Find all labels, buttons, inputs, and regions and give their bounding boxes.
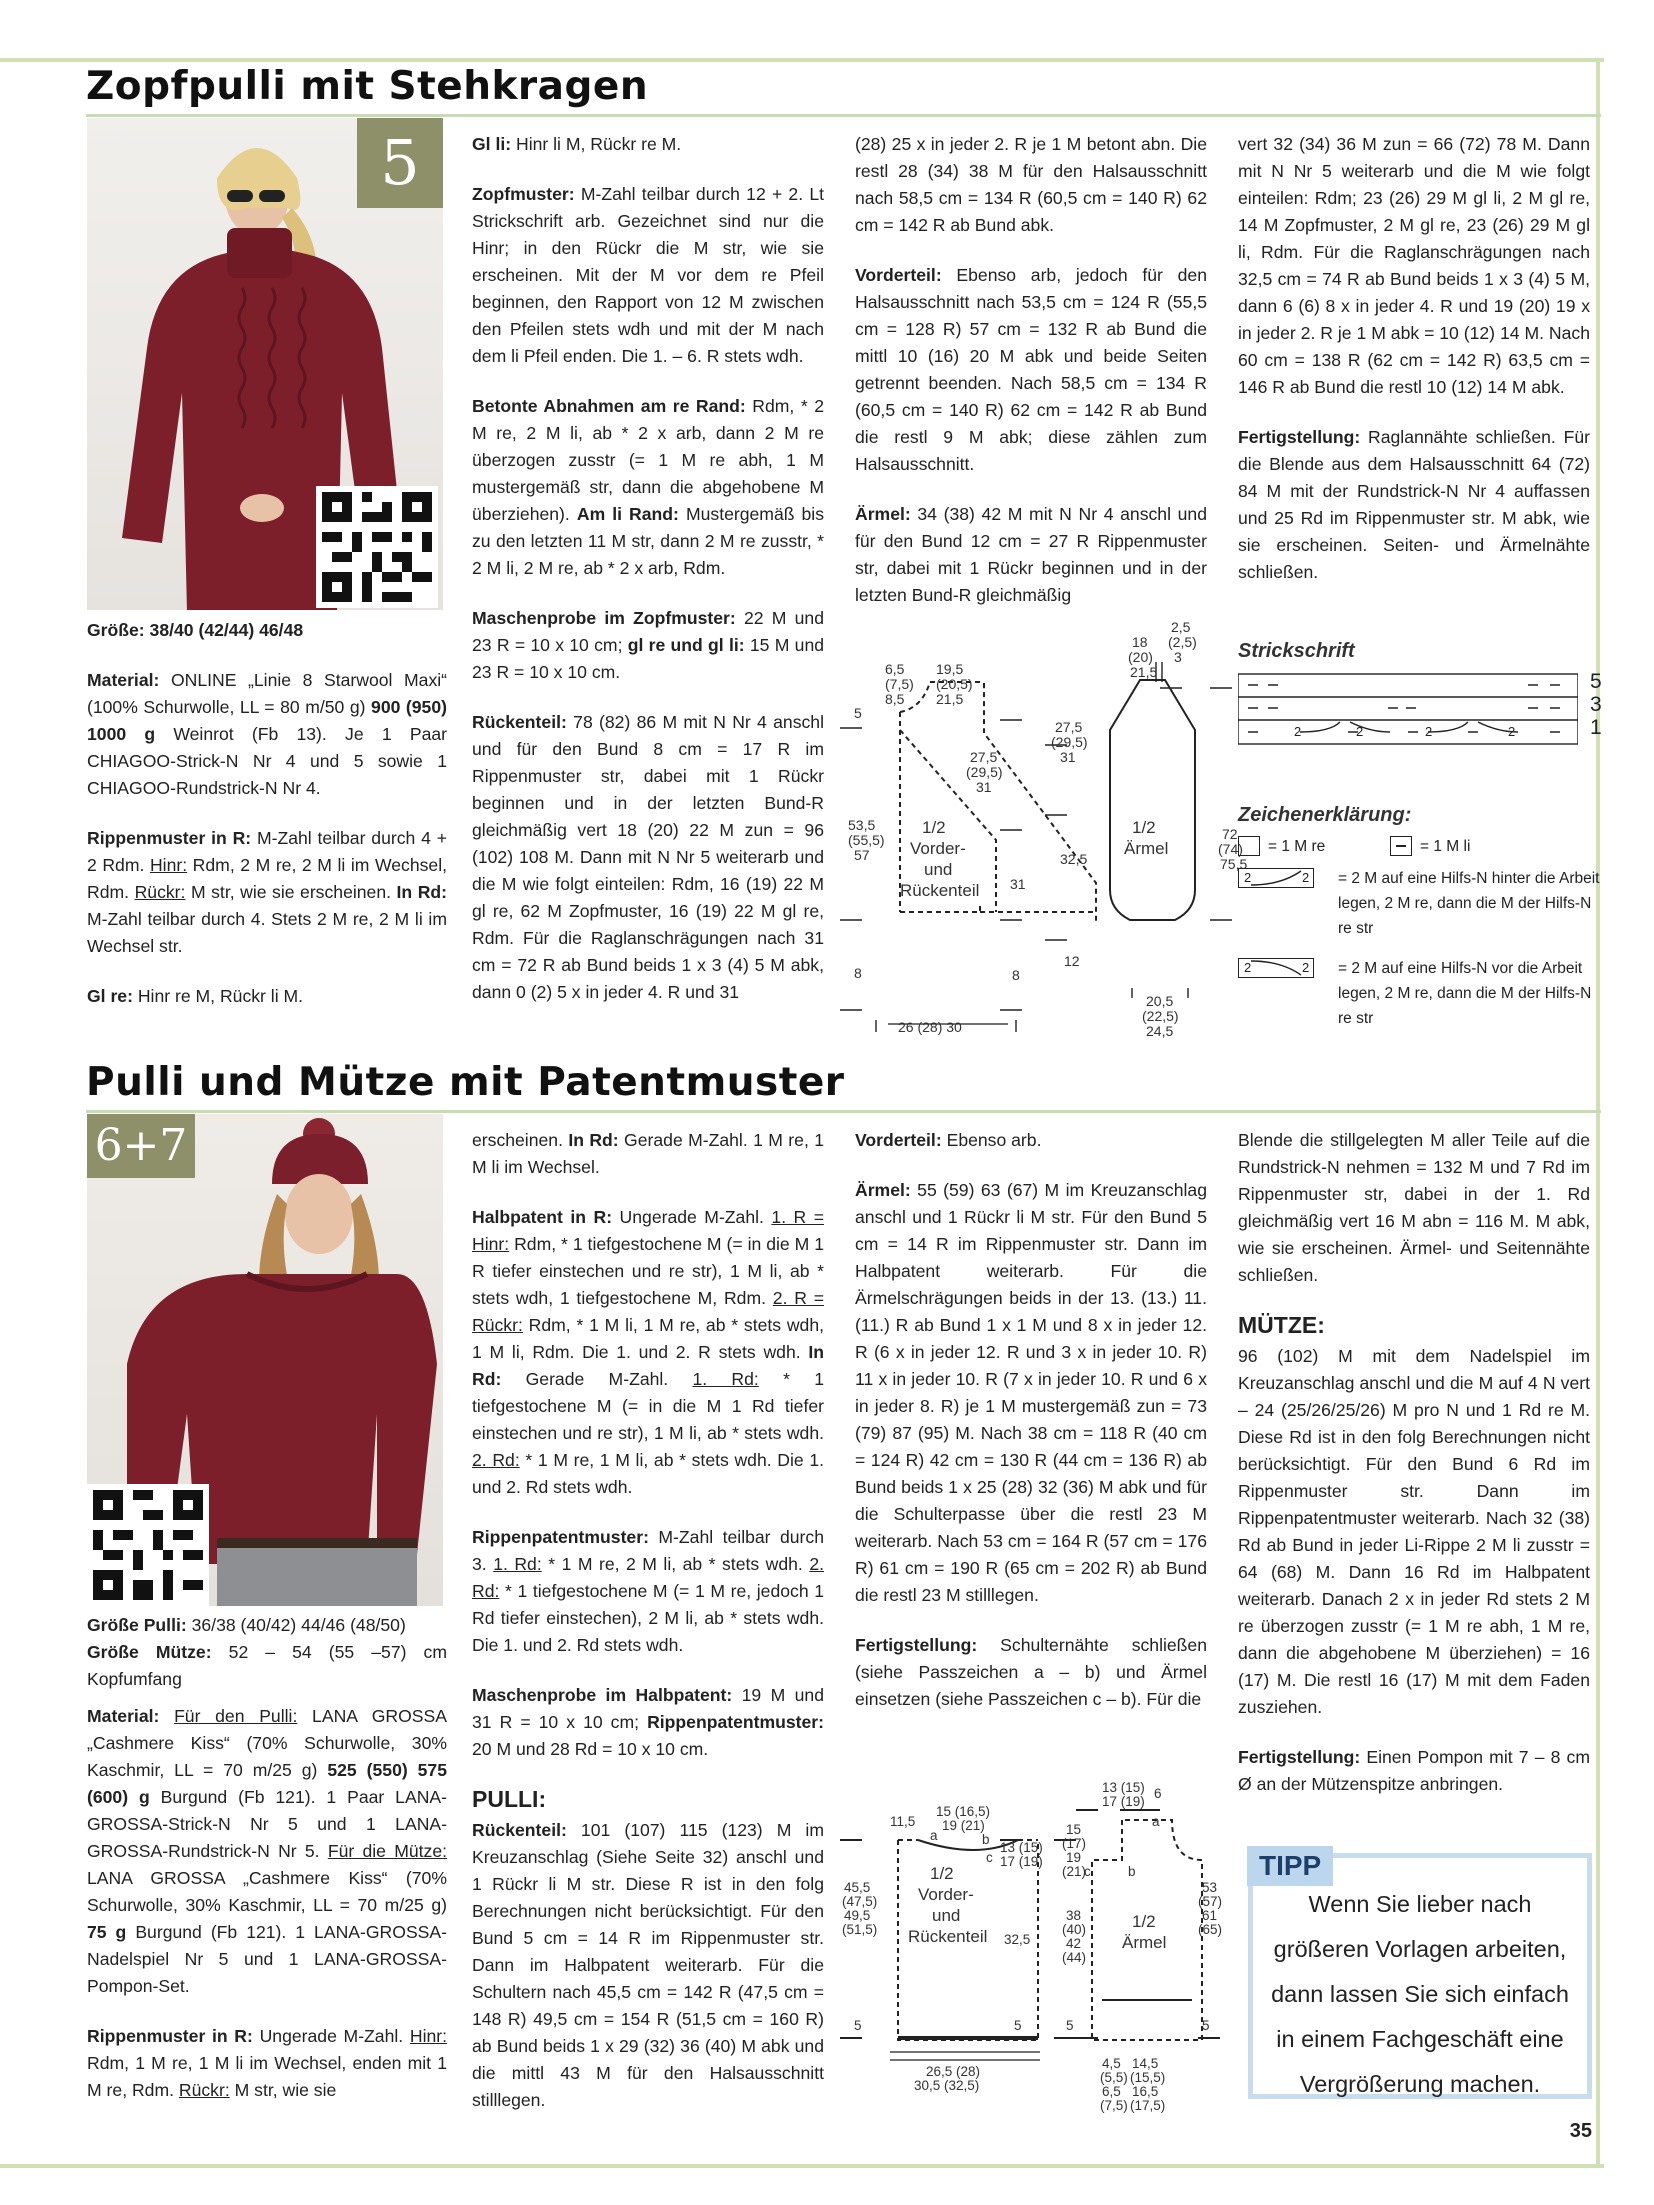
col-1-2: Gl li: Hinr li M, Rückr re M. Zopfmuster: M-Zahl teilbar durch 12 + 2. Lt Strickschrift arb. Gezeichnet sind nur die Hinr; in den Rückr die M str, wie sie erscheinen. Mit der M vor dem re Pfeil beginnen, den Rapport von 12 M zwischen den Pfeilen stets wdh und mit der M nach dem li Pfeil enden. Die 1. – 6. R stets wdh. Betonte Abnahmen am re Rand: Rdm, * 2 M re, 2 M li, ab * 2 x arb, dann 2 M re überzogen zusstr (= 1 M re abh, 1 M mustergemäß str, dann die abgehobene M überziehen). Am li Rand: Mustergemäß bis zu den letzten 11 M str, dann 2 M re zusstr, * 2 M li, 2 M re, ab * 2 x arb, Rdm. Maschenprobe im Zopfmuster: 22 M und 23 R = 10 x 10 cm; gl re und gl li: 15 M und 23 R = 10 x 10 cm. Rückenteil: 78 (82) 86 M mit N Nr 4 anschl und für den Bund 8 cm = 17 R im Rippenmuster str, dabei mit 1 Rückr beginnen und in der letzten Bund-R gleichmäßig vert 18 (20) 22 M zun = 96 (102) 108 M. Dann mit N Nr 5 weiterarb und die M wie folgt einteilen: Rdm, 16 (19) 22 M gl re, 62 M Zopfmuster, 16 (19) 22 M gl re, Rdm. Für die Raglanschrägungen nach 31 cm = 72 R ab Bund beids 1 x 3 (4) 5 M abk, dann 0 (2) 5 x in jeder 4. R und 31 bbox=[472, 134, 825, 1002]
strickschrift-chart: 2 2 2 2 bbox=[1238, 668, 1578, 753]
col-1-1: Größe: 38/40 (42/44) 46/48 Material: ONLINE „Linie 8 Starwool Maxi“ (100% Schurwolle, LL = 80 m/50 g) 900 (950) 1000 g Weinrot (Fb 13). Je 1 Paar CHIAGOO-Strick-N Nr 4 und 5 sowie 1 CHIAGOO-Rundstrick-N Nr 4. Rippenmuster in R: M-Zahl teilbar durch 4 + 2 Rdm. Hinr: Rdm, 2 M re, 2 M li im Wechsel, Rdm. Rückr: M str, wie sie erscheinen. In Rd: M-Zahl teilbar durch 4. Stets 2 M re, 2 M li im Wechsel str. Gl re: Hinr re M, Rückr li M. bbox=[87, 620, 448, 1006]
col-2-4: Blende die stillgelegten M aller Teile auf die Rundstrick-N nehmen = 132 M und 7 Rd im Rippenmuster str, dabei in der 1. Rd gleichmäßig vert 16 M abn = 116 M. M abk, wie sie erscheinen. Ärmel- und Seitennähte schließen. MÜTZE: 96 (102) M mit dem Nadelspiel im Kreuzanschlag anschl und die M auf 4 N vert – 24 (25/26/25/26) M pro N und 1 Rd re M. Diese Rd ist in den folg Berechnungen nicht berücksichtigt. Für den Bund 6 Rd im Rippenmuster str. Dann im Rippenpatentmuster weiterarb. Nach 32 (38) Rd ab Bund in jeder Li-Rippe 2 M li zusstr = 64 (68) M. Dann 16 Rd im Halbpatent weiterarb. Danach 2 x in jeder Rd stets 2 M re überzogen zusstr (= 1 M re abh, 1 M re, dann die abgehobene M überziehen) = 16 (17) M. Die restl 16 (17) M mit dem Faden zusziehen. Fertigstellung: Einen Pompon mit 7 – 8 cm Ø an der Mützenspitze anbringen. bbox=[1238, 1130, 1591, 1794]
qr-code-2[interactable] bbox=[87, 1484, 209, 1606]
schematic-diagram-2: 11,5 15 (16,5) 19 (21) a b c 13 (15) 17 (19) 45,5 (47,5) 49,5 (51,5) 1/2 Vorder- und Rückenteil 32,5 5 5 26,5 (28) 30,5 (32,5) 13 (15) 17 (19) 6 15 (17) 19 (21) a c b 38 (40) 42 (44) 1/2 Ärmel 53 (57) 61 (65) 5 5 4,5 (5,5) 6,5 (7,5) 14,5 (15,5) 16,5 (17,5) bbox=[842, 1780, 1223, 2113]
page-number: 35 bbox=[1569, 2120, 1592, 2142]
tip-text: Wenn Sie lieber nach größeren Vorlagen arbeiten, dann lassen Sie sich einfach in einem Fachgeschäft eine Vergrößerung machen. bbox=[1271, 1891, 1569, 2097]
legend-heading: Zeichenerklärung: bbox=[1238, 804, 1412, 826]
schematic-diagram-1: 6,5 (7,5) 8,5 19,5 (20,5) 21,5 5 53,5 (55,5) 57 8 27,5 (29,5) 31 31 8 26 (28) 30 1/2 Vorder- und Rückenteil 2,5 (2,5) 3 18 (20) 21,5 27,5 (29,5) 31 32,5 12 20,5 (22,5) 24,5 72 (74) 75,5 1/2 Ärmel bbox=[840, 620, 1250, 1040]
section-title-2: Pulli und Mütze mit Patentmuster bbox=[86, 1060, 845, 1105]
col-2-1: Größe Pulli: 36/38 (40/42) 44/46 (48/50) Größe Mütze: 52 – 54 (55 –57) cm Kopfumfang Material: Für den Pulli: LANA GROSSA „Cashmere Kiss“ (70% Schurwolle, 30% Kaschmir, LL = 70 m/25 g) 525 (550) 575 (600) g Burgund (Fb 121). 1 Paar LANA-GROSSA-Strick-N Nr 5 und 1 LANA-GROSSA-Rundstrick-N Nr 5. Für die Mütze: LANA GROSSA „Cashmere Kiss“ (70% Schurwolle, 30% Kaschmir, LL = 70 m/25 g) 75 g Burgund (Fb 121). 1 LANA-GROSSA-Nadelspiel Nr 5 und 1 LANA-GROSSA-Pompon-Set. Rippenmuster in R: Ungerade M-Zahl. Hinr: Rdm, 1 M re, 1 M li im Wechsel, enden mit 1 M re, Rdm. Rückr: M str, wie sie bbox=[87, 1615, 448, 2100]
tip-label: TIPP bbox=[1247, 1846, 1333, 1886]
col-1-3: (28) 25 x in jeder 2. R je 1 M betont abn. Die restl 28 (34) 38 M für den Halsausschnitt nach 58,5 cm = 134 R (60,5 cm = 140 R) 62 cm = 142 R ab Bund abk. Vorderteil: Ebenso arb, jedoch für den Halsausschnitt nach 53,5 cm = 124 R (55,5 cm = 128 R) 57 cm = 132 R ab Bund die mittl 10 (16) 20 M abk und beide Seiten getrennt beenden. Nach 58,5 cm = 134 R (60,5 cm = 140 R) 62 cm = 142 R ab Bund die restl 9 M abk; diese zählen zum Halsausschnitt. Ärmel: 34 (38) 42 M mit N Nr 4 anschl und für den Bund 12 cm = 27 R Rippenmuster str, dabei mit 1 Rückr beginnen und in der letzten Bund-R gleichmäßig bbox=[855, 134, 1208, 605]
section-title-1: Zopfpulli mit Stehkragen bbox=[86, 64, 649, 109]
tip-box bbox=[1248, 1850, 1592, 2099]
col-1-4: vert 32 (34) 36 M zun = 66 (72) 78 M. Dann mit N Nr 5 weiterarb und die M wie folgt einteilen: Rdm; 23 (26) 29 M gl li, 2 M gl re, 14 M Zopfmuster, 2 M gl re, 23 (26) 29 M gl li, Rdm. Für die Raglanschrägungen nach 32,5 cm = 74 R ab Bund beids 1 x 3 (4) 5 M, dann 6 (6) 8 x in jeder 4. R und 19 (20) 19 x in jeder 2. R je 1 M abk = 10 (12) 14 M. Nach 60 cm = 138 R (62 cm = 142 R) 63,5 cm = 146 R ab Bund die restl 10 (12) 14 M abk. Fertigstellung: Raglannähte schließen. Für die Blende aus dem Halsausschnitt 64 (72) 84 M mit der Rundstrick-N Nr 4 auffassen und 25 Rd im Rippenmuster str. M abk, wie sie erscheinen. Seiten- und Ärmelnähte schließen. bbox=[1238, 134, 1591, 582]
pattern-number-badge-2: 6+7 bbox=[87, 1114, 195, 1178]
title-rule-2 bbox=[86, 1110, 1601, 1113]
col-2-2: erscheinen. In Rd: Gerade M-Zahl. 1 M re, 1 M li im Wechsel. Halbpatent in R: Ungerade M-Zahl. 1. R = Hinr: Rdm, * 1 tiefgestochene M (= in die M 1 R tiefer einstechen und re str), 1 M li, ab * stets wdh, 1 tiefgestochene M, Rdm. 2. R = Rückr: Rdm, * 1 M li, 1 M re, ab * stets wdh, 1 M li, Rdm. Die 1. und 2. R stets wdh. In Rd: Gerade M-Zahl. 1. Rd: * 1 tiefgestochene M (= in die M 1 Rd tiefer einstechen und re str), 1 M li, ab * stets wdh. 2. Rd: * 1 M re, 1 M li, ab * stets wdh. Die 1. und 2. Rd stets wdh. Rippenpatentmuster: M-Zahl teilbar durch 3. 1. Rd: * 1 M re, 2 M li, ab * stets wdh. 2. Rd: * 1 tiefgestochene M (= 1 M re, jedoch 1 Rd tiefer einstechen), 2 M li, ab * stets wdh. Die 1. und 2. Rd stets wdh. Maschenprobe im Halbpatent: 19 M und 31 R = 10 x 10 cm; Rippenpatentmuster: 20 M und 28 Rd = 10 x 10 cm. PULLI: Rückenteil: 101 (107) 115 (123) M im Kreuzanschlag (Siehe Seite 32) anschl und 1 Rückr li M str. Diese R ist in den folg Berechnungen nicht berücksichtigt. Für den Bund 5 cm = 14 R im Rippenmuster str. Dann im Halbpatent weiterarb. Für die Schultern nach 45,5 cm = 142 R (47,5 cm = 148 R) 49,5 cm = 154 R (51,5 cm = 160 R) ab Bund beids 1 x 29 (32) 36 (40) M abk und die mittl 43 M für den Halsausschnitt stilllegen. bbox=[472, 1130, 825, 2110]
pattern-number-badge-1: 5 bbox=[357, 118, 443, 208]
col-2-3: Vorderteil: Ebenso arb. Ärmel: 55 (59) 63 (67) M im Kreuzanschlag anschl und 1 Rückr li M str. Für den Bund 5 cm = 14 R im Rippenmuster str. Dann im Halbpatent weiterarb. Für die Ärmelschrägungen beids in der 13. (13.) 11. (11.) R ab Bund 1 x 1 M und 8 x in jeder 12. R (6 x in jeder 12. R und 3 x in jeder 10. R) 11 x in jeder 10. R (7 x in jeder 10. R und 6 x in jeder 8. R) je 1 M mustergemäß zun = 73 (79) 87 (95) M. Nach 38 cm = 118 R (40 cm = 124 R) 42 cm = 130 R (44 cm = 136 R) ab Bund beids 1 x 25 (28) 32 (36) M abk und für die Schulterpasse über die restl 23 M weiterarb. Nach 53 cm = 164 R (57 cm = 176 R) 61 cm = 190 R (65 cm = 202 R) ab Bund die restl 23 M stilllegen. Fertigstellung: Schulternähte schließen (siehe Passzeichen a – b) und Ärmel einsetzen (siehe Passzeichen c – b). Für die bbox=[855, 1130, 1207, 1709]
qr-code-1[interactable] bbox=[316, 486, 438, 608]
strickschrift-heading: Strickschrift bbox=[1238, 640, 1355, 662]
title-rule-1 bbox=[86, 114, 1601, 117]
chart-row-numbers: 5 3 1 bbox=[1590, 670, 1602, 739]
